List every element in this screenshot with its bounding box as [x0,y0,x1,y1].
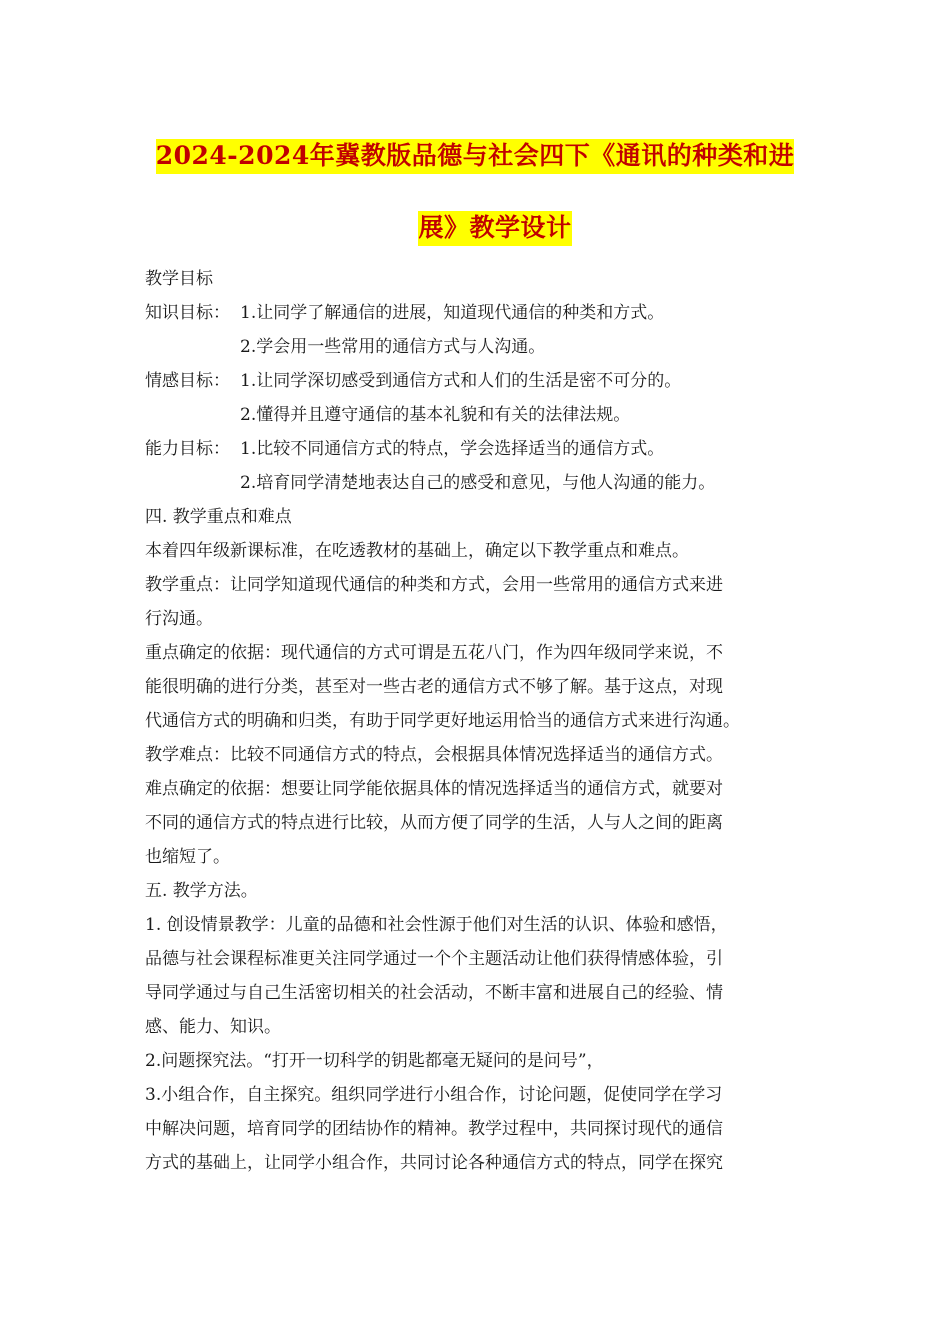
ability-label: 能力目标： [145,439,230,459]
difficulty-basis-line-3: 也缩短了。 [145,847,230,867]
method-1-line-1: 1. 创设情景教学：儿童的品德和社会性源于他们对生活的认识、体验和感悟， [145,915,728,935]
title-highlight-2: 展》教学设计 [418,211,571,246]
focus-line-1: 教学重点：让同学知道现代通信的种类和方式，会用一些常用的通信方式来进 [145,575,723,595]
knowledge-item-1: 1.让同学了解通信的进展，知道现代通信的种类和方式。 [240,303,665,323]
focus-basis-line-1: 重点确定的依据：现代通信的方式可谓是五花八门，作为四年级同学来说，不 [145,643,723,663]
document-title-line-2 [0,208,950,244]
ability-item-1: 1.比较不同通信方式的特点，学会选择适当的通信方式。 [240,439,665,459]
ability-goal-1 [145,432,815,466]
section-heading-objectives: 教学目标 [145,269,213,289]
paragraph-intro: 本着四年级新课标准，在吃透教材的基础上，确定以下教学重点和难点。 [145,541,689,561]
method-1-line-2: 品德与社会课程标准更关注同学通过一个个主题活动让他们获得情感体验，引 [145,949,723,969]
focus-basis-line-2: 能很明确的进行分类，甚至对一些古老的通信方式不够了解。基于这点，对现 [145,677,723,697]
knowledge-label: 知识目标： [145,303,230,323]
difficulty-line: 教学难点：比较不同通信方式的特点，会根据具体情况选择适当的通信方式。 [145,745,723,765]
document-title-line-1 [0,136,950,172]
method-3-line-3: 方式的基础上，让同学小组合作，共同讨论各种通信方式的特点，同学在探究 [145,1153,723,1173]
title-highlight-1: 2024-2024年冀教版品德与社会四下《通讯的种类和进 [156,139,795,174]
knowledge-goal-1 [145,296,815,330]
section-heading-five: 五. 教学方法。 [145,881,258,901]
difficulty-basis-line-1: 难点确定的依据：想要让同学能依据具体的情况选择适当的通信方式，就要对 [145,779,723,799]
focus-line-2: 行沟通。 [145,609,213,629]
method-1-line-3: 导同学通过与自己生活密切相关的社会活动，不断丰富和进展自己的经验、情 [145,983,723,1003]
emotion-label: 情感目标： [145,371,230,391]
method-1-line-4: 感、能力、知识。 [145,1017,281,1037]
method-3-line-2: 中解决问题，培育同学的团结协作的精神。教学过程中，共同探讨现代的通信 [145,1119,723,1139]
section-heading-four: 四. 教学重点和难点 [145,507,292,527]
document-body [145,262,815,1180]
emotion-goal-2: 2.懂得并且遵守通信的基本礼貌和有关的法律法规。 [240,405,631,425]
method-2-line-1: 2.问题探究法。“打开一切科学的钥匙都毫无疑问的是问号”， [145,1051,604,1071]
emotion-goal-1 [145,364,815,398]
difficulty-basis-line-2: 不同的通信方式的特点进行比较，从而方便了同学的生活，人与人之间的距离 [145,813,723,833]
knowledge-goal-2: 2.学会用一些常用的通信方式与人沟通。 [240,337,546,357]
emotion-item-1: 1.让同学深切感受到通信方式和人们的生活是密不可分的。 [240,371,682,391]
method-3-line-1: 3.小组合作，自主探究。组织同学进行小组合作，讨论问题，促使同学在学习 [145,1085,723,1105]
focus-basis-line-3: 代通信方式的明确和归类，有助于同学更好地运用恰当的通信方式来进行沟通。 [145,711,740,731]
ability-goal-2: 2.培育同学清楚地表达自己的感受和意见，与他人沟通的能力。 [240,473,716,493]
